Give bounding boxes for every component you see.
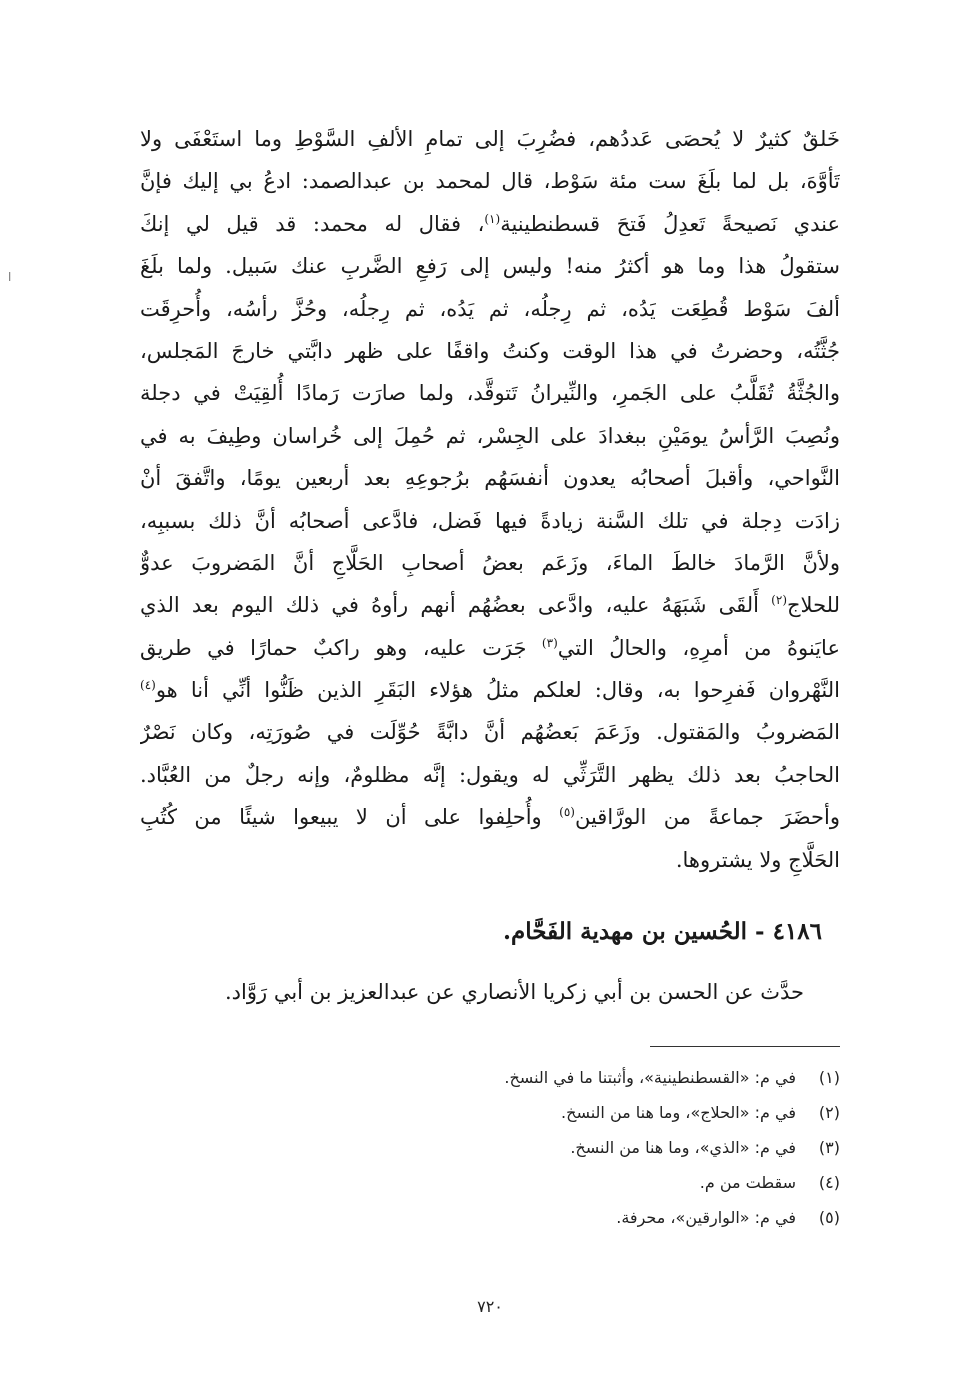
entry-paragraph: حدَّث عن الحسن بن أبي زكريا الأنصاري عن عبدالعزيز بن أبي رَوَّاد.	[225, 980, 804, 1004]
footnote-ref-3[interactable]: (٣)	[541, 635, 558, 650]
footnote-number: (١)	[818, 1068, 840, 1087]
footnote-item	[140, 1060, 840, 1095]
text-line-14-text: النَّهْروان فَفرِحوا به، وقال: لعلكم مثلُ هؤلاء البَقَرِ الذين ظَنُّوا أنِّي أنا هو	[155, 678, 840, 703]
footnote-item	[140, 1130, 840, 1165]
footnote-ref-2[interactable]: (٢)	[771, 593, 787, 608]
text-line-1: خَلقٌ كثيرٌ لا يُحصَى عَددُهم، فضُرِبَ إلى تمامِ الألفِ السَّوْطِ وما استَعْفَى ولا	[140, 127, 840, 151]
footnote-item	[140, 1165, 840, 1200]
text-line-9: النَّواحي، وأقبلَ أصحابُه يعدون أنفسَهُم برُجوعِهِ بعد أربعين يومًا، واتَّفقَ أنْ	[140, 466, 840, 491]
text-line-11: ولأنَّ الرَّمادَ خالطَ الماءَ، وزَعَم بعضُ أصحابِ الحَلَّاجِ أنَّ المَضروبَ عدوٌّ	[140, 550, 840, 575]
text-line-12-end: أَلقَى شَبَهَهُ عليه، وادَّعى بعضُهُم أنهم رأوهُ في ذلك اليوم بعد الذي	[140, 593, 759, 618]
footnote-text: في م: «الذي»، وما هنا من النسخ.	[570, 1138, 796, 1157]
footnote-text: في م: «الوارقين»، محرفة.	[616, 1208, 796, 1227]
footnote-number: (٥)	[818, 1208, 840, 1227]
text-line-12	[140, 584, 840, 626]
text-line-12-start: للحلاج	[787, 593, 840, 618]
margin-mark: ا	[8, 270, 12, 284]
text-line-16: الحاجبُ بعد ذلك يظهر التَّرَثِّي له ويقول: إنَّه مظلومٌ، وإنه رجلٌ من العُبَّاد.	[140, 762, 840, 787]
text-line-17-start: وأحضَرَ جماعةً من الورَّاقين	[574, 805, 840, 830]
text-line-17-end: وأُحلِفوا على أن لا يبيعوا شيئًا من كُتُبِ	[140, 805, 542, 830]
text-line-5: ألفَ سَوْط قُطِعَت يَدُه، ثم رِجلُه، ثم يَدُه، ثم رِجلُه، وحُزَّ رأسُه، وأُحرِقَت	[140, 296, 840, 321]
main-text-block	[140, 118, 840, 881]
footnote-item	[140, 1200, 840, 1235]
entry-heading: ٤١٨٦ - الحُسين بن مهدية الفَحَّام.	[503, 918, 822, 945]
footnote-number: (٣)	[818, 1138, 840, 1157]
footnote-number: (٢)	[818, 1103, 840, 1122]
footnotes-list	[140, 1060, 840, 1235]
footnote-ref-4[interactable]: (٤)	[140, 678, 156, 693]
text-line-14	[140, 669, 840, 711]
footnote-divider	[650, 1046, 840, 1047]
footnote-text: سقطت من م.	[699, 1173, 796, 1192]
text-line-15: المَضروبُ والمَقتول. وزَعَمَ بَعضُهُم أنَّ دابَّةً حُوِّلَت في صُورَتِه، وكان نَصْرٌ	[140, 720, 840, 745]
text-line-4: ستقولُ هذا وما هو أكثرُ منه! وليس إلى رَفعِ الضَّربِ عنك سَبيل. ولما بلَغَ	[140, 254, 840, 279]
text-line-13	[140, 627, 840, 669]
footnote-ref-1[interactable]: (١)	[484, 211, 501, 226]
text-line-2: تَأوَّهَ، بل لما بلَغَ ست مئة سَوْط، قال لمحمد بن عبدالصمد: ادعُ بي إليك فإنَّ	[140, 169, 840, 194]
footnote-text: في م: «الحلاج»، وما هنا من النسخ.	[561, 1103, 796, 1122]
footnote-text: في م: «القسطنطينية»، وأثبتنا ما في النسخ.	[504, 1068, 796, 1087]
text-line-10: زادَت دِجلة في تلك السَّنة زيادةً فيها فَضل، فادَّعى أصحابُه أنَّ ذلك بسببِه،	[140, 508, 840, 533]
footnote-ref-5[interactable]: (٥)	[559, 805, 575, 820]
footnote-number: (٤)	[818, 1173, 840, 1192]
text-line-3-start: عندي نَصيحةً تَعدِلُ فَتحَ قسطنطينية	[500, 211, 840, 236]
text-line-17	[140, 796, 840, 838]
text-line-3	[140, 203, 840, 245]
text-line-7: والجُثَّةُ تُقَلَّبُ على الجَمرِ، والنِّيرانُ تَتوقَّد، ولما صارَت رَمادًا أُلقِيَتْ في دجلة	[140, 381, 840, 406]
footnote-item	[140, 1095, 840, 1130]
page-number: ٧٢٠	[477, 1297, 503, 1316]
text-line-3-end: ، فقال له محمد: قد قيل لي إنكَ	[140, 211, 485, 236]
text-line-18: الحَلَّاجِ ولا يشتروها.	[675, 847, 840, 872]
text-line-6: جُثَّتُه، وحضرتُ في هذا الوقت وكنتُ واقفًا على ظهر دابَّتي خارجَ المَجلس،	[140, 338, 840, 363]
text-line-13-start: عايَنوهُ من أمرِهِ، والحالُ التي	[557, 635, 840, 660]
text-line-13-end: جَرَت عليه، وهو راكبٌ حمارًا في طريق	[140, 635, 527, 660]
text-line-8: ونُصِبَ الرَّأسُ يومَيْنِ ببغدادَ على الجِسْر، ثم حُمِلَ إلى خُراسان وطِيفَ به في	[140, 423, 840, 448]
